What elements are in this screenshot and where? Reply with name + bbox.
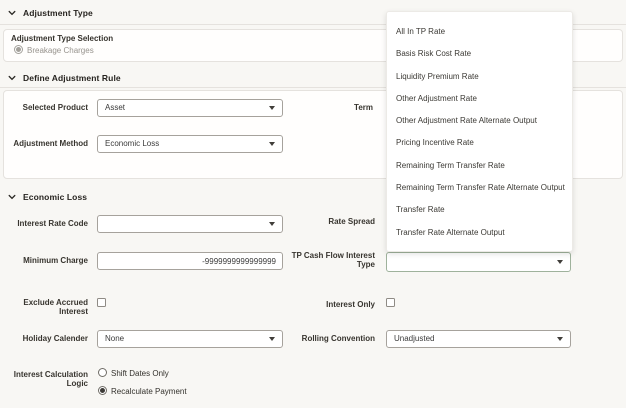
dropdown-option[interactable]: All In TP Rate (396, 27, 446, 36)
tp-cash-flow-interest-type-label: TP Cash Flow Interest Type (291, 251, 375, 269)
breakage-charges-label: Breakage Charges (27, 46, 94, 55)
exclude-accrued-interest-label: Exclude Accrued Interest (23, 298, 88, 316)
dropdown-option[interactable]: Transfer Rate (396, 205, 445, 215)
dropdown-option[interactable]: Transfer Rate Alternate Output (396, 227, 505, 237)
adjustment-method-select[interactable] (97, 135, 283, 153)
adjustment-type-selection-label: Adjustment Type Selection (11, 34, 114, 43)
section-header-define-adjustment-rule[interactable] (8, 73, 121, 83)
holiday-calender-select[interactable] (97, 330, 283, 348)
selected-product-value: Asset (105, 103, 126, 112)
caret-down-icon (269, 142, 275, 146)
selected-product-label: Selected Product (22, 103, 88, 112)
holiday-calender-value: None (105, 334, 125, 343)
section-header-adjustment-type[interactable] (8, 8, 93, 18)
dropdown-option[interactable]: Remaining Term Transfer Rate (396, 160, 505, 170)
rolling-convention-label: Rolling Convention (301, 334, 375, 343)
dropdown-option[interactable]: Remaining Term Transfer Rate Alternate Output (396, 183, 565, 193)
dropdown-option[interactable]: Other Adjustment Rate Alternate Output (396, 116, 537, 126)
rolling-convention-value: Unadjusted (394, 334, 435, 343)
rolling-convention-select[interactable] (386, 330, 571, 348)
breakage-charges-radio[interactable] (14, 45, 23, 54)
interest-only-label: Interest Only (326, 300, 375, 309)
shift-dates-only-radio[interactable] (98, 368, 107, 377)
section-title: Define Adjustment Rule (23, 73, 121, 83)
adjustment-method-value: Economic Loss (105, 139, 160, 148)
tp-cash-flow-interest-type-select[interactable] (386, 252, 571, 272)
interest-rate-code-label: Interest Rate Code (17, 219, 88, 228)
recalculate-payment-radio[interactable] (98, 386, 107, 395)
adjustment-method-label: Adjustment Method (13, 139, 88, 148)
section-title: Adjustment Type (23, 8, 93, 18)
minimum-charge-input[interactable] (97, 252, 283, 270)
interest-calculation-logic-label: Interest Calculation Logic (13, 370, 88, 388)
caret-down-icon (269, 222, 275, 226)
caret-down-icon (269, 337, 275, 341)
dropdown-option[interactable]: Other Adjustment Rate (396, 93, 477, 103)
section-header-economic-loss[interactable] (8, 192, 87, 202)
caret-down-icon (269, 106, 275, 110)
minimum-charge-label: Minimum Charge (23, 256, 88, 265)
caret-down-icon (557, 337, 563, 341)
dropdown-option[interactable]: Liquidity Premium Rate (396, 71, 479, 81)
dropdown-option[interactable]: Basis Risk Cost Rate (396, 49, 472, 59)
interest-rate-code-select[interactable] (97, 215, 283, 233)
term-label: Term (354, 103, 373, 112)
recalculate-payment-label: Recalculate Payment (111, 387, 187, 396)
chevron-down-icon (8, 193, 16, 201)
selected-product-select[interactable] (97, 99, 283, 117)
dropdown-option[interactable]: Pricing Incentive Rate (396, 138, 474, 148)
holiday-calender-label: Holiday Calender (22, 334, 88, 343)
interest-only-checkbox[interactable] (386, 298, 395, 307)
exclude-accrued-interest-checkbox[interactable] (97, 298, 106, 307)
chevron-down-icon (8, 74, 16, 82)
caret-down-icon (557, 260, 563, 264)
section-title: Economic Loss (23, 192, 88, 202)
chevron-down-icon (8, 9, 16, 17)
shift-dates-only-label: Shift Dates Only (111, 369, 169, 378)
tp-rate-dropdown-list (386, 11, 573, 252)
rate-spread-label: Rate Spread (328, 217, 375, 226)
